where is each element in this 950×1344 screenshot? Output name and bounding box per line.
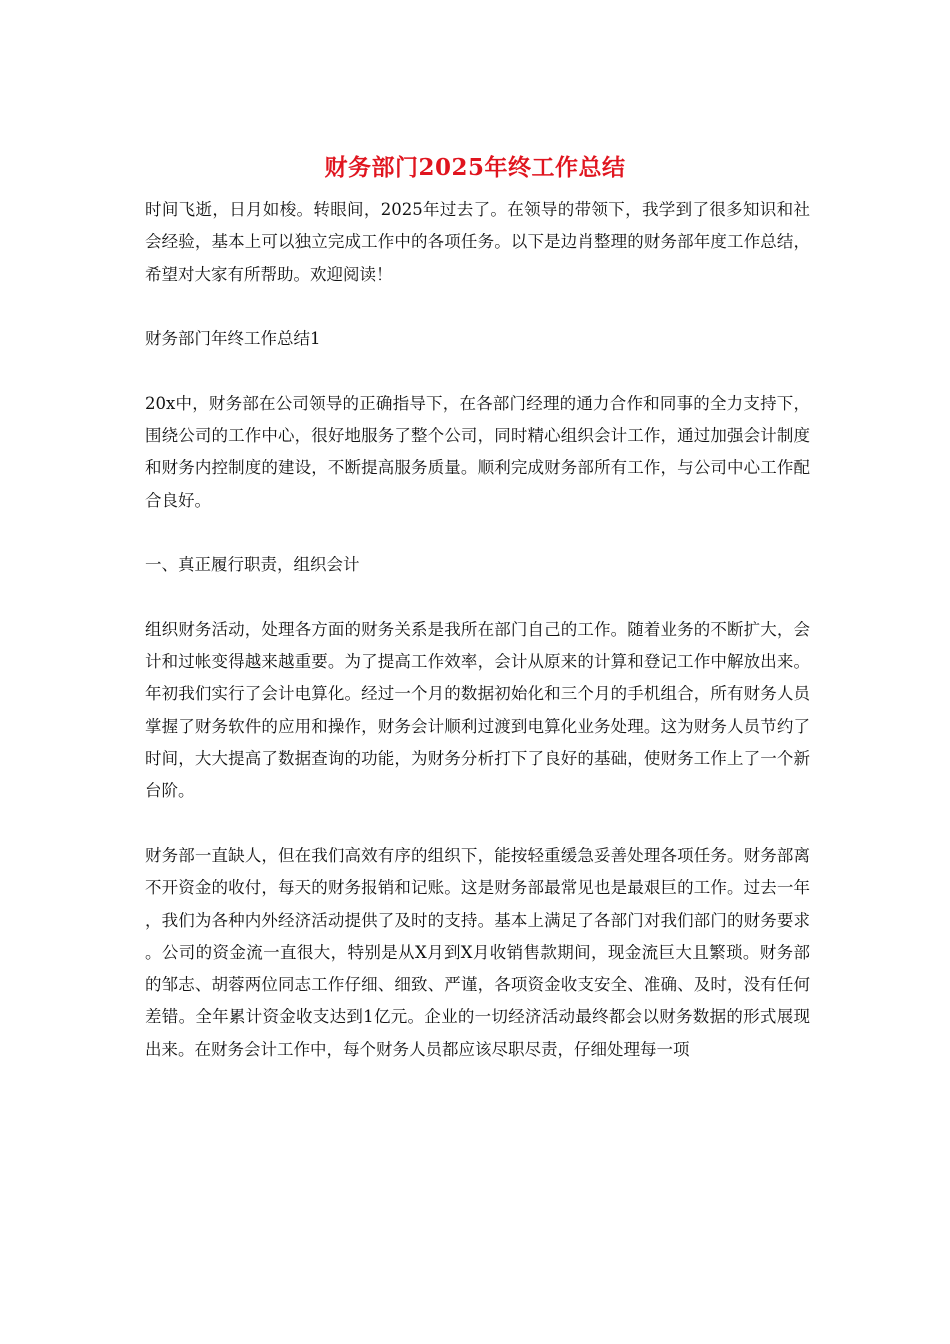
document-body — [145, 194, 810, 1098]
document-title: 财务部门2025年终工作总结 — [324, 154, 626, 181]
section-heading-summary-1: 财务部门年终工作总结1 — [145, 329, 321, 349]
staffing-paragraph: 财务部一直缺人，但在我们高效有序的组织下，能按轻重缓急妥善处理各项任务。财务部离不开资金的收付，每天的财务报销和记账。这是财务部最常见也是最艰巨的工作。过去一年，我们为各种内外经济活动提供了及时的支持。基本上满足了各部门对我们部门的财务要求。公司的资金流一直很大，特别是从X月到X月收销售款期间，现金流巨大且繁琐。财务部的邹志、胡蓉两位同志工作仔细、细致、严谨，各项资金收支安全、准确、及时，没有任何差错。全年累计资金收支达到1亿元。企业的一切经济活动最终都会以财务数据的形式展现出来。在财务会计工作中，每个财务人员都应该尽职尽责，仔细处理每一项 — [145, 845, 810, 1059]
intro-paragraph: 时间飞逝，日月如梭。转眼间，2025年过去了。在领导的带领下，我学到了很多知识和社会经验，基本上可以独立完成工作中的各项任务。以下是边肖整理的财务部年度工作总结，希望对大家有所帮助。欢迎阅读！ — [145, 200, 810, 284]
accounting-paragraph: 组织财务活动，处理各方面的财务关系是我所在部门自己的工作。随着业务的不断扩大，会计和过帐变得越来越重要。为了提高工作效率，会计从原来的计算和登记工作中解放出来。年初我们实行了会计电算化。经过一个月的数据初始化和三个月的手机组合，所有财务人员掌握了财务软件的应用和操作，财务会计顺利过渡到电算化业务处理。这为财务人员节约了时间，大大提高了数据查询的功能，为财务分析打下了良好的基础，使财务工作上了一个新台阶。 — [145, 619, 810, 801]
summary-paragraph: 20x中，财务部在公司领导的正确指导下，在各部门经理的通力合作和同事的全力支持下，围绕公司的工作中心，很好地服务了整个公司，同时精心组织会计工作，通过加强会计制度和财务内控制度的建设，不断提高服务质量。顺利完成财务部所有工作，与公司中心工作配合良好。 — [145, 393, 810, 510]
section-heading-duties: 一、真正履行职责，组织会计 — [145, 555, 360, 575]
